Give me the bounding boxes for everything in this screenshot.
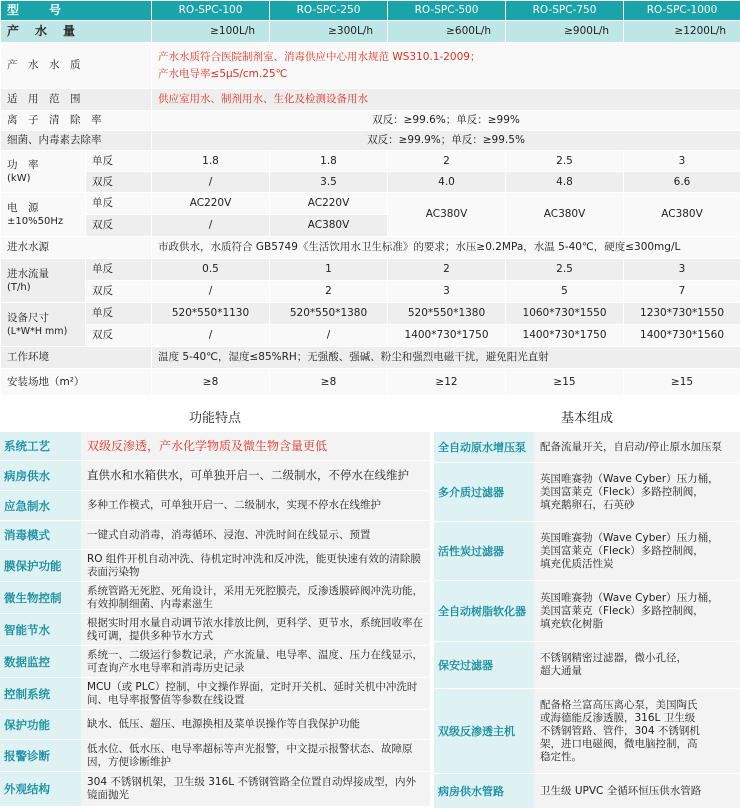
size-cell: 520*550*1380 <box>270 303 388 325</box>
area-cell: ≥15 <box>624 369 740 396</box>
model-cell: RO-SPC-100 <box>152 1 270 21</box>
area-row <box>1 369 740 396</box>
size-cell: 1400*730*1560 <box>624 325 740 347</box>
feature-label: 控制系统 <box>0 678 81 709</box>
output-cell: ≥900L/h <box>506 21 624 43</box>
flow-cell: 0.5 <box>152 259 270 281</box>
component-row <box>434 432 740 463</box>
power-double-row <box>1 172 740 193</box>
env-text: 温度 5-40℃，湿度≤85%RH；无强酸、强碱、粉尘和强烈电磁干扰，避免阳光直射 <box>152 347 740 369</box>
feature-text: 多种工作模式，可单独开启一、二级制水，实现不停水在线维护 <box>81 491 430 520</box>
flow-cell: 1 <box>270 259 388 281</box>
supply-single-row <box>1 193 740 215</box>
area-cell: ≥15 <box>506 369 624 396</box>
feature-label: 保护功能 <box>0 710 81 739</box>
component-row <box>434 642 740 689</box>
env-row <box>1 347 740 369</box>
bact-row <box>1 131 740 151</box>
feature-label: 报警诊断 <box>0 740 81 771</box>
component-text: 英国唯赛勃（Wave Cyber）压力桶， 美国富莱克（Fleck）多路控制阀， 填充鹅卵石，石英砂 <box>534 463 740 521</box>
component-text: 英国唯赛勃（Wave Cyber）压力桶， 美国富莱克（Fleck）多路控制阀， 填充软化树脂 <box>534 581 740 641</box>
power-cell: 6.6 <box>624 172 740 193</box>
area-label: 安装场地（m²） <box>1 369 152 396</box>
feature-row <box>0 521 430 550</box>
model-cell: RO-SPC-250 <box>270 1 388 21</box>
size-double-row <box>1 325 740 347</box>
size-cell: / <box>270 325 388 347</box>
feature-row <box>0 461 430 491</box>
output-row <box>1 21 740 43</box>
feature-text: 一键式自动消毒，消毒循环、浸泡、冲洗时间在线显示、预置 <box>81 521 430 549</box>
feature-row <box>0 550 430 582</box>
supply-cell: AC220V <box>152 193 270 215</box>
supply-cell: AC380V <box>624 193 740 237</box>
size-cell: 520*550*1380 <box>388 303 506 325</box>
components-title: 基本组成 <box>434 406 740 432</box>
env-label: 工作环境 <box>1 347 152 369</box>
component-label: 全自动树脂软化器 <box>434 581 534 641</box>
feature-row <box>0 710 430 740</box>
flow-cell: 3 <box>388 281 506 303</box>
supply-cell: AC380V <box>506 193 624 237</box>
output-cell: ≥100L/h <box>152 21 270 43</box>
component-row <box>434 581 740 642</box>
supply-cell: / <box>152 215 270 237</box>
component-text: 不锈钢精密过滤器，微小孔径， 超大通量 <box>534 642 740 688</box>
component-label: 活性炭过滤器 <box>434 522 534 580</box>
size-cell: 1060*730*1550 <box>506 303 624 325</box>
output-cell: ≥600L/h <box>388 21 506 43</box>
bact-label: 细菌、内毒素去除率 <box>1 131 152 151</box>
supply-label: 电 源 ±10%50Hz <box>1 193 86 237</box>
power-cell: 4.0 <box>388 172 506 193</box>
model-cell: RO-SPC-1000 <box>624 1 740 21</box>
component-text: 配备格兰富高压离心泵，美国陶氏 或海德能反渗透膜，316L 卫生级 不锈钢管路、管件，304 不锈钢机 架，进口电磁阀，微电脑控制，高 稳定性。 <box>534 689 740 773</box>
feature-text: 根据实时用水量自动调节浓水排放比例，更科学、更节水，系统回收率在线可调，提供多种节水方式 <box>81 614 430 645</box>
feature-label: 病房供水 <box>0 461 81 490</box>
feature-label: 数据监控 <box>0 646 81 677</box>
spec-table <box>0 0 740 396</box>
feature-text: RO 组件开机自动冲洗、待机定时冲洗和反冲洗，能更快速有效的清除膜表面污染物 <box>81 550 430 581</box>
output-label: 产 水 量 <box>1 21 152 43</box>
feature-label: 智能节水 <box>0 614 81 645</box>
quality-text: 产水水质符合医院制剂室、消毒供应中心用水规范 WS310.1-2009； 产水电导率≤5μS/cm.25℃ <box>152 43 740 89</box>
model-label: 型 号 <box>1 1 152 21</box>
feature-label: 微生物控制 <box>0 582 81 613</box>
double-label: 双反 <box>86 281 152 303</box>
supply-cell: AC380V <box>270 215 388 237</box>
size-label: 设备尺寸 (L*W*H mm) <box>1 303 86 347</box>
power-cell: 1.8 <box>152 151 270 172</box>
feature-row <box>0 772 430 807</box>
flow-cell: 2 <box>388 259 506 281</box>
size-cell: / <box>152 325 270 347</box>
component-text: 配备流量开关，自启动/停止原水加压泵 <box>534 432 740 462</box>
double-label: 双反 <box>86 172 152 193</box>
output-cell: ≥300L/h <box>270 21 388 43</box>
single-label: 单反 <box>86 303 152 325</box>
output-cell: ≥1200L/h <box>624 21 740 43</box>
component-text: 卫生级 UPVC 全循环恒压供水管路 <box>534 774 740 808</box>
single-label: 单反 <box>86 151 152 172</box>
scope-label: 适 用 范 围 <box>1 89 152 111</box>
flow-cell: 2.5 <box>506 259 624 281</box>
components-list <box>434 432 740 809</box>
component-text: 英国唯赛勃（Wave Cyber）压力桶， 美国富莱克（Fleck）多路控制阀， 填充优质活性炭 <box>534 522 740 580</box>
feature-label: 消毒模式 <box>0 521 81 549</box>
component-row <box>434 522 740 581</box>
power-cell: / <box>152 172 270 193</box>
power-cell: 2.5 <box>506 151 624 172</box>
power-cell: 4.8 <box>506 172 624 193</box>
feature-row <box>0 432 430 461</box>
inlet-row <box>1 237 740 259</box>
inlet-text: 市政供水，水质符合 GB5749《生活饮用水卫生标准》的要求；水压≥0.2MPa，水温 5-40℃，硬度≤300mg/L <box>152 237 740 259</box>
flow-cell: 7 <box>624 281 740 303</box>
feature-text: 直供水和水箱供水，可单独开启一、二级制水，不停水在线维护 <box>81 461 430 490</box>
power-cell: 3.5 <box>270 172 388 193</box>
size-cell: 1400*730*1750 <box>388 325 506 347</box>
ion-label: 离 子 清 除 率 <box>1 111 152 131</box>
inlet-label: 进水水源 <box>1 237 152 259</box>
double-label: 双反 <box>86 215 152 237</box>
feature-row <box>0 646 430 678</box>
flow-single-row <box>1 259 740 281</box>
feature-text: 系统一、二级运行参数记录，产水流量、电导率、温度、压力在线显示，可查询产水电导率和消毒历史记录 <box>81 646 430 677</box>
feature-text: MCU（或 PLC）控制，中文操作界面，定时开关机、延时关机中冲洗时间、电导率报警值等参数在线设置 <box>81 678 430 709</box>
power-cell: 1.8 <box>270 151 388 172</box>
feature-row <box>0 678 430 710</box>
area-cell: ≥8 <box>152 369 270 396</box>
feature-label: 系统工艺 <box>0 432 81 460</box>
features-title: 功能特点 <box>0 406 430 432</box>
bact-text: 双反：≥99.9%；单反：≥99.5% <box>152 131 740 151</box>
model-cell: RO-SPC-750 <box>506 1 624 21</box>
single-label: 单反 <box>86 259 152 281</box>
component-row <box>434 774 740 809</box>
feature-row <box>0 491 430 521</box>
component-row <box>434 689 740 774</box>
scope-text: 供应室用水、制剂用水、生化及检测设备用水 <box>152 89 740 111</box>
power-label: 功 率 (kW) <box>1 151 86 193</box>
feature-label: 膜保护功能 <box>0 550 81 581</box>
flow-cell: 5 <box>506 281 624 303</box>
power-cell: 2 <box>388 151 506 172</box>
quality-label: 产 水 水 质 <box>1 43 152 89</box>
component-label: 全自动原水增压泵 <box>434 432 534 462</box>
component-row <box>434 463 740 522</box>
feature-label: 外观结构 <box>0 772 81 806</box>
flow-cell: 3 <box>624 259 740 281</box>
supply-cell: AC220V <box>270 193 388 215</box>
feature-text: 缺水、低压、超压、电源换相及菜单误操作等自我保护功能 <box>81 710 430 739</box>
flow-double-row <box>1 281 740 303</box>
feature-row <box>0 740 430 772</box>
component-label: 双级反渗透主机 <box>434 689 534 773</box>
feature-row <box>0 582 430 614</box>
component-label: 多介质过滤器 <box>434 463 534 521</box>
ion-row <box>1 111 740 131</box>
size-cell: 520*550*1130 <box>152 303 270 325</box>
component-label: 保安过滤器 <box>434 642 534 688</box>
flow-label: 进水流量 (T/h) <box>1 259 86 303</box>
flow-cell: / <box>152 281 270 303</box>
power-cell: 3 <box>624 151 740 172</box>
feature-text: 双级反渗透，产水化学物质及微生物含量更低 <box>81 432 430 460</box>
size-cell: 1400*730*1750 <box>506 325 624 347</box>
feature-text: 低水位、低水压、电导率超标等声光报警，中文提示报警状态、故障原因，方便诊断维护 <box>81 740 430 771</box>
feature-label: 应急制水 <box>0 491 81 520</box>
feature-row <box>0 614 430 646</box>
single-label: 单反 <box>86 193 152 215</box>
power-single-row <box>1 151 740 172</box>
area-cell: ≥8 <box>270 369 388 396</box>
flow-cell: 2 <box>270 281 388 303</box>
area-cell: ≥12 <box>388 369 506 396</box>
size-cell: 1230*730*1550 <box>624 303 740 325</box>
features-list <box>0 432 430 807</box>
size-single-row <box>1 303 740 325</box>
scope-row <box>1 89 740 111</box>
quality-row <box>1 43 740 89</box>
model-cell: RO-SPC-500 <box>388 1 506 21</box>
feature-text: 系统管路无死腔、死角设计，采用无死腔膜壳，反渗透膜碎阀冲洗功能，有效抑制细菌、内毒素滋生 <box>81 582 430 613</box>
double-label: 双反 <box>86 325 152 347</box>
component-label: 病房供水管路 <box>434 774 534 808</box>
feature-text: 304 不锈钢机架，卫生级 316L 不锈钢管路全位置自动焊接成型，内外镜面抛光 <box>81 772 430 806</box>
ion-text: 双反：≥99.6%；单反：≥99% <box>152 111 740 131</box>
supply-cell: AC380V <box>388 193 506 237</box>
model-row <box>1 1 740 21</box>
